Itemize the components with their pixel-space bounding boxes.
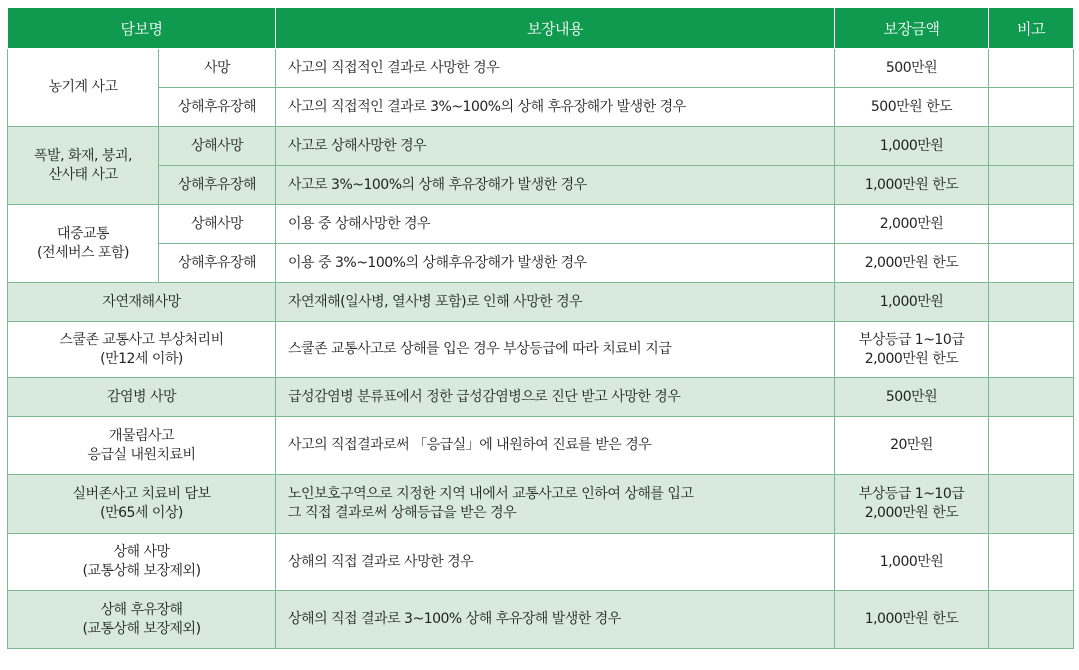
coverage-content: 이용 중 상해사망한 경우: [276, 205, 835, 244]
coverage-amount: 2,000만원 한도: [835, 244, 989, 283]
table-row: [8, 534, 1074, 591]
name-line2: 응급실 내원치료비: [87, 446, 196, 463]
table-row: [8, 322, 1074, 378]
sub-item-label: 상해후유장해: [159, 244, 276, 283]
group-label-line1: 대중교통: [56, 225, 110, 242]
sub-item-label: 상해후유장해: [159, 88, 276, 127]
note-cell: [989, 534, 1074, 591]
group-label-line1: 폭발, 화재, 붕괴,: [34, 147, 132, 164]
amount-line2: 2,000만원 한도: [864, 505, 959, 521]
note-cell: [989, 378, 1074, 417]
name-line2: (교통상해 보장제외): [82, 563, 201, 579]
coverage-amount: 1,000만원: [835, 283, 989, 322]
sub-item-label: 상해사망: [159, 127, 276, 166]
coverage-name: [8, 322, 276, 378]
table-row: [8, 205, 1074, 244]
name-line1: 상해 사망: [113, 544, 170, 560]
header-coverage-name: 담보명: [8, 8, 276, 49]
content-line1: 노인보호구역으로 지정한 지역 내에서 교통사고로 인하여 상해를 입고: [288, 486, 694, 502]
coverage-content: [276, 475, 835, 534]
group-farm-machinery: 농기계 사고: [8, 49, 159, 127]
table-row: [8, 244, 1074, 283]
header-note: 비고: [989, 8, 1074, 49]
coverage-name: 자연재해사망: [8, 283, 276, 322]
coverage-content: 사고로 3%~100%의 상해 후유장해가 발생한 경우: [276, 166, 835, 205]
table-row: [8, 475, 1074, 534]
coverage-name: [8, 417, 276, 475]
coverage-content: 사고의 직접결과로써 「응급실」에 내원하여 진료를 받은 경우: [276, 417, 835, 475]
table-header-row: [8, 8, 1074, 49]
table-row: [8, 417, 1074, 475]
name-line1: 상해 후유장해: [100, 601, 183, 618]
coverage-amount: 500만원: [835, 378, 989, 417]
group-label-line2: (전세버스 포함): [36, 244, 130, 261]
coverage-content: 스쿨존 교통사고로 상해를 입은 경우 부상등급에 따라 치료비 지급: [276, 322, 835, 378]
note-cell: [989, 205, 1074, 244]
table-row: [8, 127, 1074, 166]
amount-line1: 부상등급 1~10급: [858, 331, 965, 348]
table-row: [8, 378, 1074, 417]
group-explosion-fire: [8, 127, 159, 205]
sub-item-label: 사망: [159, 49, 276, 88]
coverage-content: 급성감염병 분류표에서 정한 급성감염병으로 진단 받고 사망한 경우: [276, 378, 835, 417]
coverage-table-container: [7, 7, 1073, 649]
coverage-content: 사고의 직접적인 결과로 사망한 경우: [276, 49, 835, 88]
coverage-amount: 20만원: [835, 417, 989, 475]
note-cell: [989, 283, 1074, 322]
coverage-content: 자연재해(일사병, 열사병 포함)로 인해 사망한 경우: [276, 283, 835, 322]
name-line2: (만65세 이상): [100, 505, 183, 521]
coverage-amount: [835, 475, 989, 534]
header-coverage-content: 보장내용: [276, 8, 835, 49]
coverage-name: [8, 591, 276, 649]
coverage-amount: 2,000만원: [835, 205, 989, 244]
amount-line2: 2,000만원 한도: [864, 350, 959, 367]
group-label-line2: 산사태 사고: [48, 166, 118, 183]
name-line1: 스쿨존 교통사고 부상처리비: [59, 331, 224, 348]
amount-line1: 부상등급 1~10급: [858, 486, 965, 502]
note-cell: [989, 127, 1074, 166]
content-line2: 그 직접 결과로써 상해등급을 받은 경우: [288, 505, 517, 521]
note-cell: [989, 166, 1074, 205]
coverage-name: 감염병 사망: [8, 378, 276, 417]
coverage-amount: 500만원 한도: [835, 88, 989, 127]
table-row: [8, 591, 1074, 649]
coverage-amount: 1,000만원 한도: [835, 166, 989, 205]
coverage-content: 상해의 직접 결과로 사망한 경우: [276, 534, 835, 591]
coverage-content: 사고로 상해사망한 경우: [276, 127, 835, 166]
coverage-amount: [835, 322, 989, 378]
note-cell: [989, 475, 1074, 534]
header-coverage-amount: 보장금액: [835, 8, 989, 49]
name-line2: (교통상해 보장제외): [82, 620, 201, 637]
coverage-name: [8, 475, 276, 534]
coverage-content: 사고의 직접적인 결과로 3%~100%의 상해 후유장해가 발생한 경우: [276, 88, 835, 127]
coverage-content: 이용 중 3%~100%의 상해후유장해가 발생한 경우: [276, 244, 835, 283]
note-cell: [989, 322, 1074, 378]
coverage-content: 상해의 직접 결과로 3~100% 상해 후유장해 발생한 경우: [276, 591, 835, 649]
sub-item-label: 상해사망: [159, 205, 276, 244]
coverage-amount: 500만원: [835, 49, 989, 88]
note-cell: [989, 244, 1074, 283]
coverage-amount: 1,000만원 한도: [835, 591, 989, 649]
coverage-name: [8, 534, 276, 591]
group-public-transport: [8, 205, 159, 283]
sub-item-label: 상해후유장해: [159, 166, 276, 205]
name-line1: 실버존사고 치료비 담보: [72, 486, 211, 502]
table-row: [8, 283, 1074, 322]
coverage-table: [7, 7, 1074, 649]
table-row: [8, 166, 1074, 205]
coverage-amount: 1,000만원: [835, 534, 989, 591]
name-line1: 개물림사고: [108, 427, 175, 444]
table-row: [8, 49, 1074, 88]
coverage-amount: 1,000만원: [835, 127, 989, 166]
note-cell: [989, 49, 1074, 88]
note-cell: [989, 417, 1074, 475]
name-line2: (만12세 이하): [100, 350, 183, 367]
table-row: [8, 88, 1074, 127]
note-cell: [989, 88, 1074, 127]
note-cell: [989, 591, 1074, 649]
